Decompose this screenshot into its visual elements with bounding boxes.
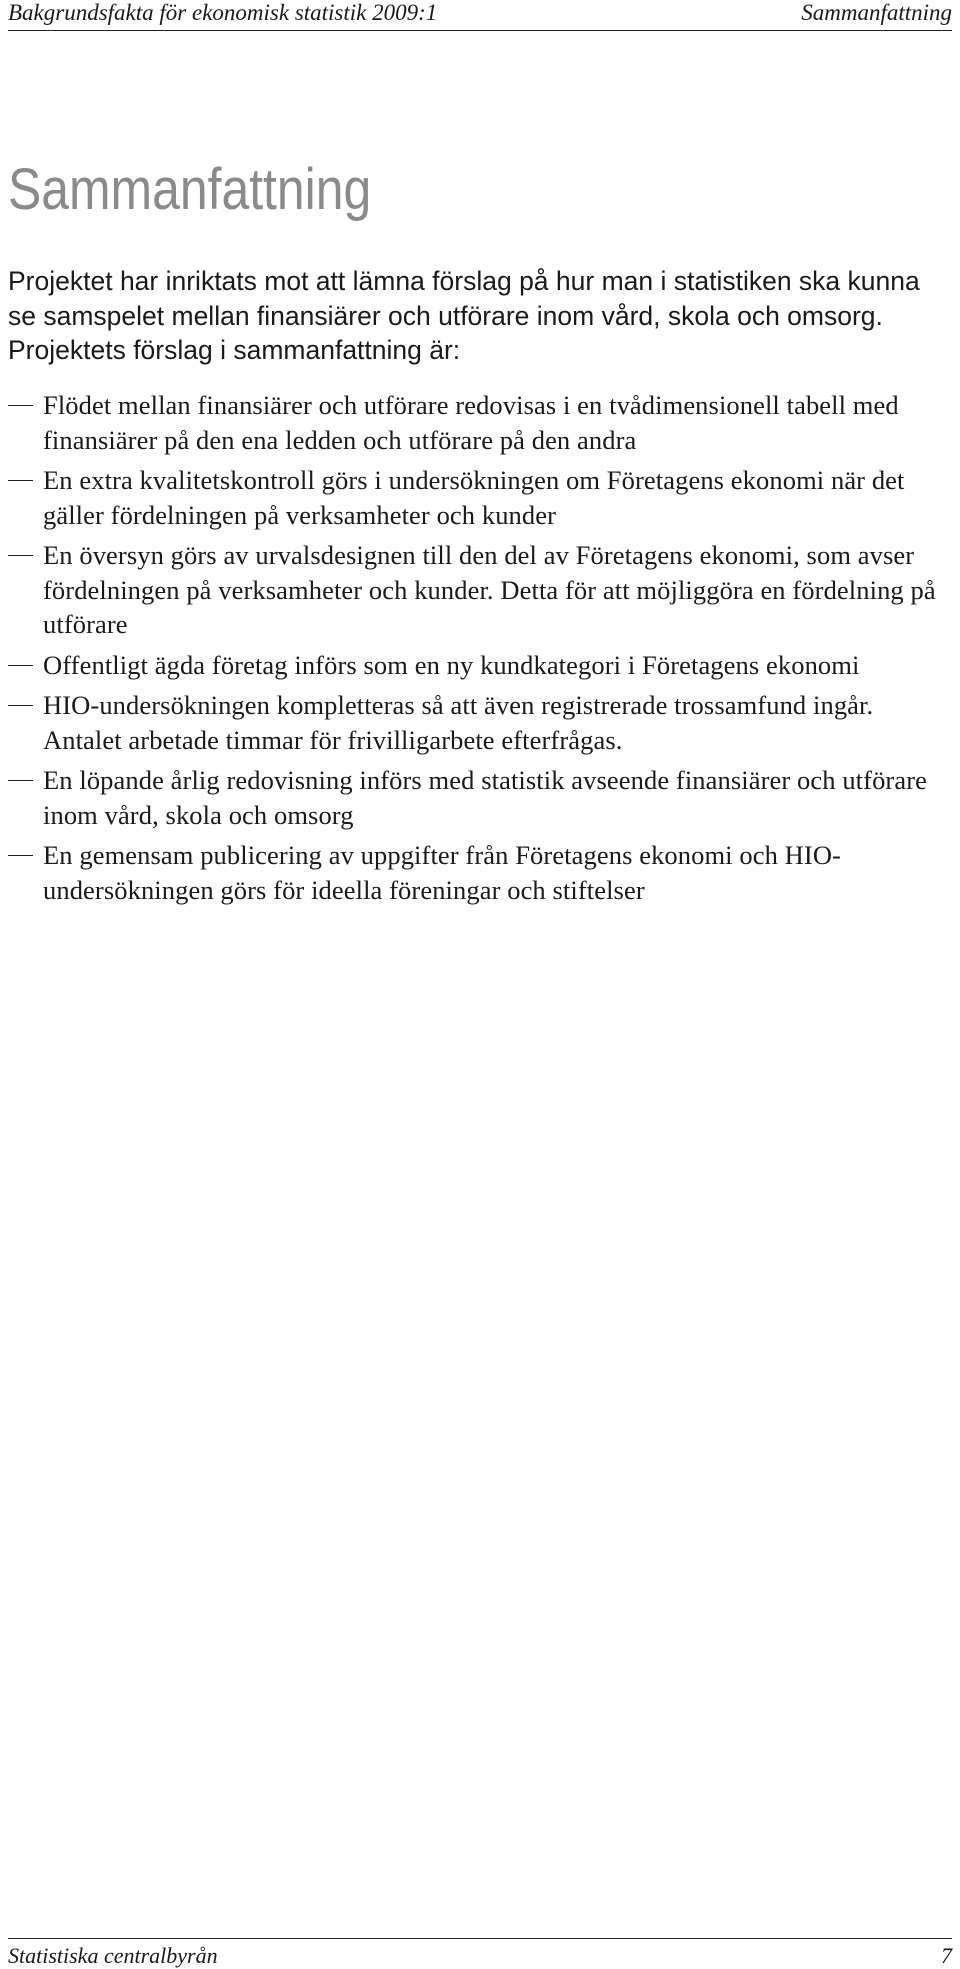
section-title: Sammanfattning (801, 0, 952, 25)
dash-bullet-icon (8, 665, 33, 666)
list-item-text: HIO-undersökningen kompletteras så att även registrerade trossamfund ingår. Antalet arbetade timmar för frivilligarbete efterfrågas. (43, 690, 874, 755)
list-item (8, 763, 952, 832)
page-number: 7 (941, 1943, 952, 1968)
proposal-list (8, 388, 952, 913)
list-item (8, 688, 952, 757)
publication-title: Bakgrundsfakta för ekonomisk statistik 2009:1 (8, 0, 438, 25)
list-item-text: En extra kvalitetskontroll görs i undersökningen om Företagens ekonomi när det gäller fördelningen på verksamheter och kunder (43, 465, 905, 530)
list-item-text: Flödet mellan finansiärer och utförare redovisas i en tvådimensionell tabell med finansiärer på den ena ledden och utförare på den andra (43, 390, 899, 455)
list-item-text: En löpande årlig redovisning införs med statistik avseende finansiärer och utförare inom vård, skola och omsorg (43, 765, 927, 830)
intro-paragraph: Projektet har inriktats mot att lämna förslag på hur man i statistiken ska kunna se samspelet mellan finansiärer och utförare inom vård, skola och omsorg. Projektets förslag i sammanfattning är: (8, 266, 920, 365)
list-item (8, 838, 952, 907)
list-item-text: En översyn görs av urvalsdesignen till den del av Företagens ekonomi, som avser fördelningen på verksamheter och kunder. Detta för att möjliggöra en fördelning på utförare (43, 540, 936, 639)
list-item (8, 648, 952, 683)
list-item (8, 388, 952, 457)
dash-bullet-icon (8, 780, 33, 781)
page-title: Sammanfattning (8, 157, 372, 222)
list-item-text: Offentligt ägda företag införs som en ny kundkategori i Företagens ekonomi (43, 649, 860, 680)
dash-bullet-icon (8, 480, 33, 481)
dash-bullet-icon (8, 705, 33, 706)
list-item (8, 463, 952, 532)
dash-bullet-icon (8, 555, 33, 556)
dash-bullet-icon (8, 855, 33, 856)
dash-bullet-icon (8, 405, 33, 406)
publisher-name: Statistiska centralbyrån (8, 1943, 218, 1968)
running-header (8, 0, 952, 31)
running-footer (8, 1938, 952, 1967)
list-item (8, 538, 952, 642)
list-item-text: En gemensam publicering av uppgifter från Företagens ekonomi och HIO-undersökningen görs för ideella föreningar och stiftelser (43, 840, 841, 905)
